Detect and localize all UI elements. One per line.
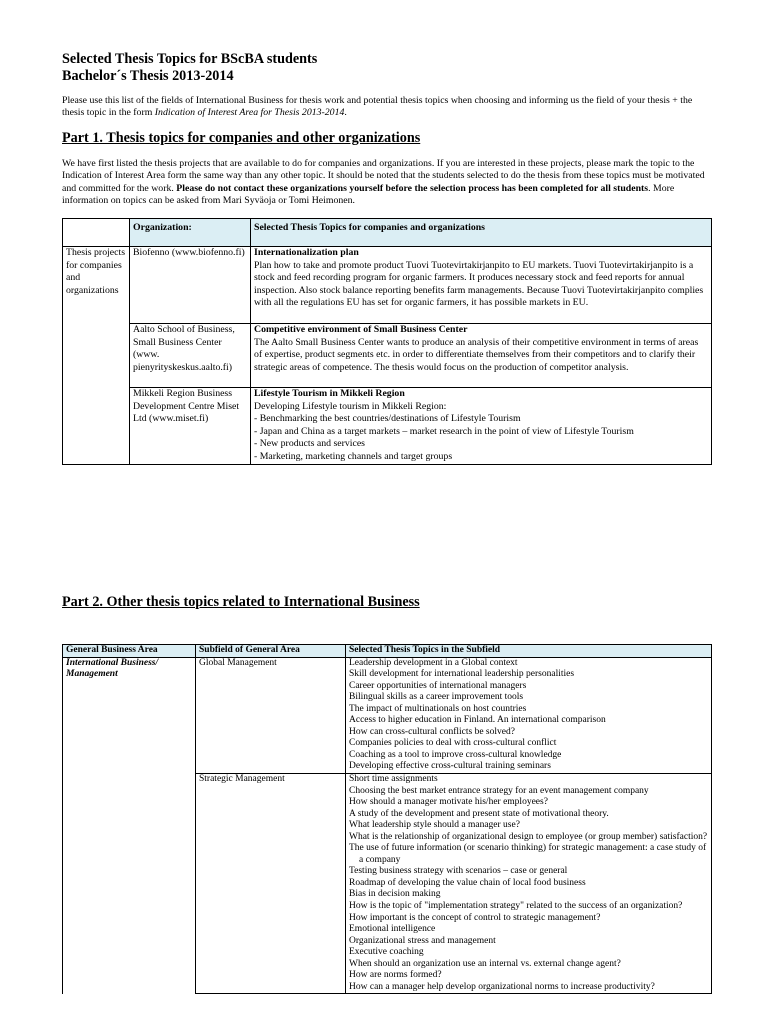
- list-item: What is the relationship of organizational design to employee (or group member) satisfaction?: [349, 831, 708, 842]
- list-item: How is the topic of "implementation strategy" related to the success of an organization?: [349, 901, 683, 912]
- part1-heading: Part 1. Thesis topics for companies and other organizations: [62, 130, 421, 146]
- table-header-row: [63, 219, 712, 247]
- part2-heading: Part 2. Other thesis topics related to International Business: [62, 594, 420, 610]
- topic-title: Internationalization plan: [254, 247, 359, 258]
- header-area: General Business Area: [63, 645, 196, 658]
- list-item: How are norms formed?: [349, 970, 442, 981]
- topic-cell: [251, 324, 712, 388]
- topic-text: Developing Lifestyle tourism in Mikkeli Region:: [254, 400, 447, 412]
- topic-cell: [251, 247, 712, 324]
- header-blank-cell: [63, 219, 130, 247]
- intro-paragraph: [62, 95, 712, 120]
- table-header-row: [63, 645, 712, 658]
- list-item: Organizational stress and management: [349, 935, 496, 946]
- list-item: When should an organization use an internal vs. external change agent?: [349, 958, 621, 969]
- organization-cell: Aalto School of Business, Small Business Center (www. pienyrityskeskus.aalto.fi): [130, 324, 251, 388]
- intro-text: Please use this list of the fields of International Business for thesis work and potential thesis topics when choosing and informing us the field of your thesis + the thesis topic in the form: [62, 95, 693, 119]
- topics-cell: [346, 774, 712, 994]
- topic-title: Competitive environment of Small Business Center: [254, 324, 468, 335]
- list-item: Career opportunities of international managers: [349, 680, 527, 691]
- topic-line: - New products and services: [254, 438, 365, 450]
- list-item: What leadership style should a manager use?: [349, 820, 520, 831]
- other-topics-table: [62, 644, 712, 994]
- row-label: Thesis projects for companies and organizations: [63, 247, 130, 465]
- table-row: [63, 388, 712, 465]
- topics-cell: [346, 657, 712, 773]
- list-item: Companies policies to deal with cross-cultural conflict: [349, 738, 557, 749]
- list-item: Coaching as a tool to improve cross-cultural knowledge: [349, 749, 562, 760]
- part1-para-text: We have first listed the thesis projects that are available to do for companies and organizations. If you are interested in these projects, please mark the topic to the Indication of Interest Area form the same way than any other topic. It should be noted that the students selected to do the thesis from these topics must be motivated and committed for the work.: [62, 158, 705, 194]
- general-area-cell-empty: [63, 774, 196, 994]
- header-topics: Selected Thesis Topics in the Subfield: [346, 645, 712, 658]
- table-row: [63, 774, 712, 994]
- topic-text: The Aalto Small Business Center wants to produce an analysis of their competitive environment in terms of areas of expertise, product segments etc. in order to differentiate themselves from their competitors and to clarify their strategic areas of competence. The thesis would focus on the production of competitor analysis.: [254, 336, 699, 373]
- list-item: Choosing the best market entrance strategy for an event management company: [349, 785, 649, 796]
- list-item: How can a manager help develop organizational norms to increase productivity?: [349, 981, 655, 992]
- topic-line: - Marketing, marketing channels and target groups: [254, 450, 453, 462]
- list-item: Short time assignments: [349, 774, 438, 785]
- subfield-cell: Strategic Management: [196, 774, 346, 994]
- part1-para-bold: Please do not contact these organizations yourself before the selection process has been completed for all students: [176, 182, 649, 194]
- company-topics-table: [62, 218, 712, 465]
- list-item: Skill development for international leadership personalities: [349, 669, 575, 680]
- organization-cell: Mikkeli Region Business Development Centre Miset Ltd (www.miset.fi): [130, 388, 251, 465]
- table-row: [63, 324, 712, 388]
- intro-form-name: Indication of Interest Area for Thesis 2013-2014: [154, 107, 345, 119]
- list-item: Access to higher education in Finland. An international comparison: [349, 715, 606, 726]
- list-item: Leadership development in a Global context: [349, 657, 518, 668]
- topic-title: Lifestyle Tourism in Mikkeli Region: [254, 388, 405, 399]
- list-item: Executive coaching: [349, 947, 424, 958]
- intro-end: .: [344, 107, 347, 119]
- part1-para-end: . More information on topics can be asked from Mari Syväoja or Tomi Heimonen.: [62, 182, 675, 207]
- topic-text: Plan how to take and promote product Tuovi Tuotevirtakirjanpito to EU markets. Tuovi Tuotevirtakirjanpito is a stock and feed recording program for organic farmers. It produces necessary stock and feed reports for annual inspection. Also stock balance reporting benefits farm managements. Because Tuovi Tuotevirtakirjanpito complies with all the regulations EU has set for organic farmers, it has possible markets in EU.: [254, 259, 704, 309]
- list-item: Bias in decision making: [349, 889, 441, 900]
- list-item: The impact of multinationals on host countries: [349, 703, 527, 714]
- table-row: [63, 247, 712, 324]
- topic-line: - Japan and China as a target markets – market research in the point of view of Lifestyle Tourism: [254, 425, 634, 437]
- subfield-cell: Global Management: [196, 657, 346, 773]
- topic-line: - Benchmarking the best countries/destinations of Lifestyle Tourism: [254, 413, 521, 425]
- list-item: How can cross-cultural conflicts be solved?: [349, 726, 515, 737]
- general-area-cell: International Business/ Management: [63, 657, 196, 773]
- header-organization: Organization:: [130, 219, 251, 247]
- list-item: How important is the concept of control to strategic management?: [349, 912, 601, 923]
- list-item: Testing business strategy with scenarios – case or general: [349, 866, 568, 877]
- document-title: Selected Thesis Topics for BScBA students: [62, 51, 318, 67]
- list-item: How should a manager motivate his/her employees?: [349, 797, 548, 808]
- list-item: Emotional intelligence: [349, 924, 436, 935]
- document-subtitle: Bachelor´s Thesis 2013-2014: [62, 68, 234, 84]
- list-item: Roadmap of developing the value chain of local food business: [349, 877, 586, 888]
- table-row: [63, 657, 712, 773]
- header-subfield: Subfield of General Area: [196, 645, 346, 658]
- header-topics: Selected Thesis Topics for companies and organizations: [251, 219, 712, 247]
- list-item: The use of future information (or scenario thinking) for strategic management: a case study of a company: [349, 843, 707, 865]
- list-item: Bilingual skills as a career improvement tools: [349, 692, 524, 703]
- list-item: Developing effective cross-cultural training seminars: [349, 761, 551, 772]
- organization-cell: Biofenno (www.biofenno.fi): [130, 247, 251, 324]
- part1-paragraph: [62, 158, 712, 208]
- list-item: A study of the development and present state of motivational theory.: [349, 808, 609, 819]
- topic-cell: [251, 388, 712, 465]
